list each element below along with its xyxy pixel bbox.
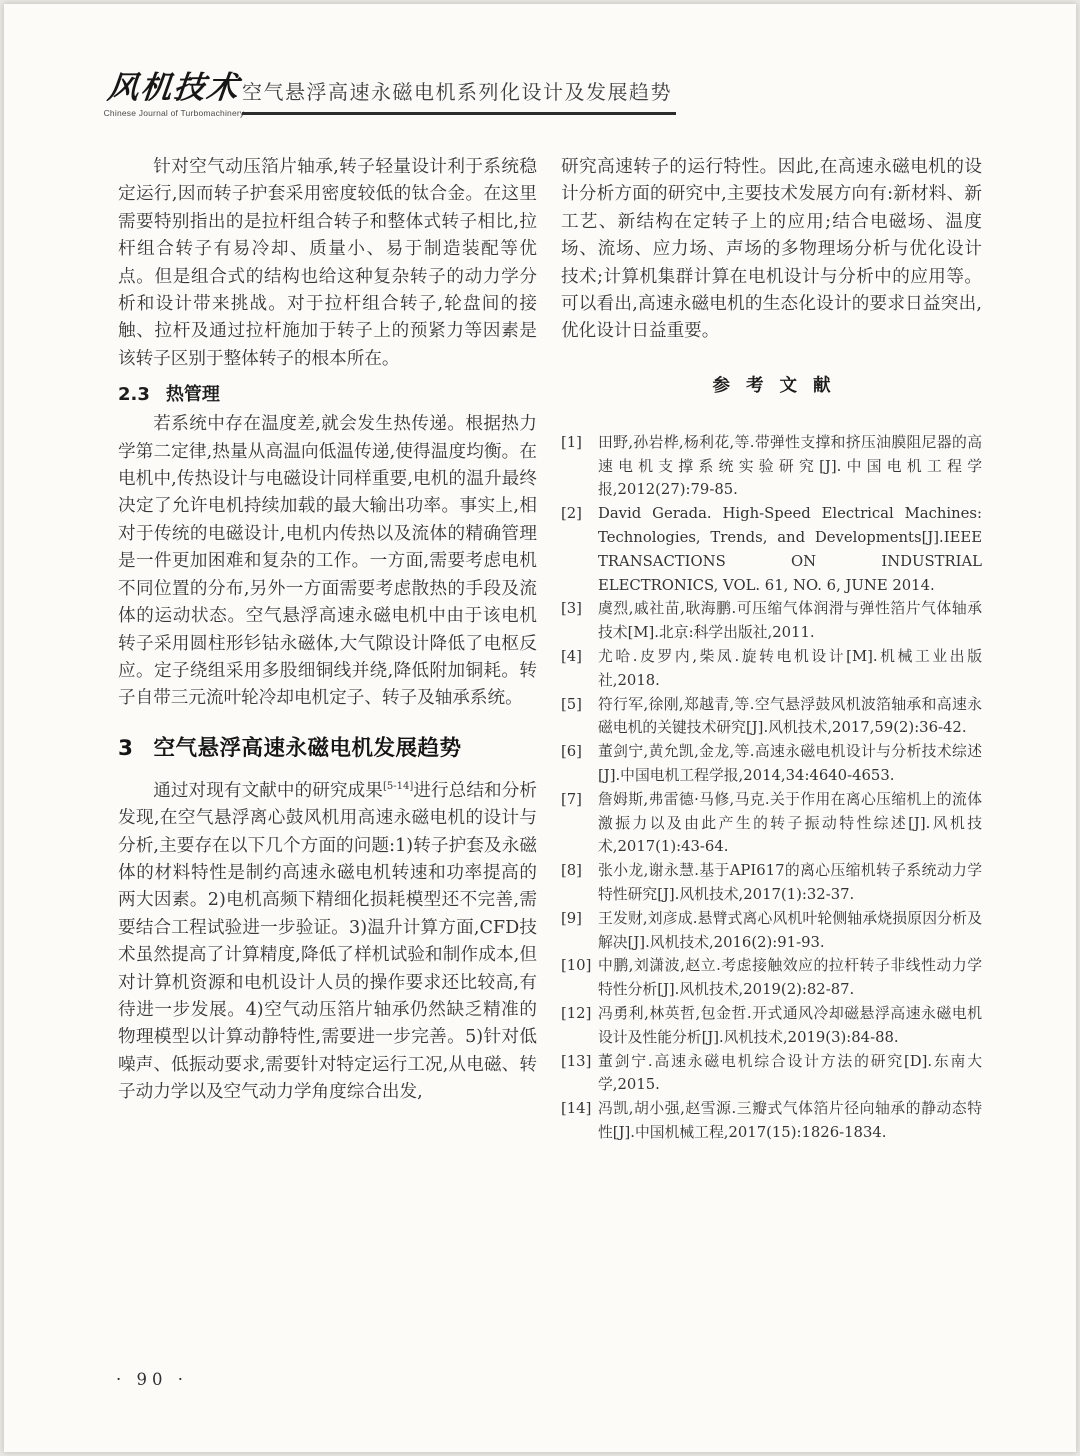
paragraph-text: 进行总结和分析发现,在空气悬浮离心鼓风机用高速永磁电机的设计与分析,主要存在以下几个方面的问题:1)转子护套及永磁体的材料特性是制约高速永磁电机转速和功率提高的两大因素。2)电机高频下精细化损耗模型还不完善,需要结合工程试验进一步验证。3)温升计算方面,CFD技术虽然提高了计算精度,降低了样机试验和制作成本,但对计算机资源和电机设计人员的操作要求还比较高,有待进一步发展。4)空气动压箔片轴承仍然缺乏精准的物理模型以计算动静特性,需要进一步完善。5)针对低噪声、低振动要求,需要针对特定运行工况,从电磁、转子动力学以及空气动力学角度综合出发, [118,780,537,1103]
reference-label: [2] [561,505,582,523]
reference-label: [7] [561,790,582,808]
reference-item [561,1050,982,1098]
reference-item [561,1097,982,1145]
section-2-3-title: 热管理 [165,384,220,406]
section-3-heading [118,731,537,762]
journal-logo-name: 风机技术 [105,70,242,106]
reference-text: 冯凯,胡小强,赵雪源.三瓣式气体箔片径向轴承的静动态特性[J].中国机械工程,2017(15):1826-1834. [598,1100,982,1141]
reference-label: [14] [561,1100,592,1118]
reference-text: 田野,孙岩桦,杨利花,等.带弹性支撑和挤压油膜阻尼器的高速电机支撑系统实验研究[J].中国电机工程学报,2012(27):79-85. [598,433,982,499]
reference-item [561,597,982,645]
reference-item [561,907,982,955]
left-column [118,154,537,1107]
scanned-journal-page [4,4,1076,1452]
reference-label: [13] [561,1052,592,1070]
reference-text: 冯勇利,林英哲,包金哲.开式通风冷却磁悬浮高速永磁电机设计及性能分析[J].风机技术,2019(3):84-88. [598,1004,982,1046]
reference-item [561,502,982,597]
paragraph-rotor-design: 针对空气动压箔片轴承,转子轻量设计利于系统稳定运行,因而转子护套采用密度较低的钛合金。在这里需要特别指出的是拉杆组合转子和整体式转子相比,拉杆组合转子有易冷却、质量小、易于制造装配等优点。但是组合式的结构也给这种复杂转子的动力学分析和设计带来挑战。对于拉杆组合转子,轮盘间的接触、拉杆及通过拉杆施加于转子上的预紧力等因素是该转子区别于整体转子的根本所在。 [118,157,537,369]
journal-logo [99,62,249,118]
reference-text: 董剑宁,黄允凯,金龙,等.高速永磁电机设计与分析技术综述[J].中国电机工程学报,2014,34:4640-4653. [598,743,982,784]
reference-text: 董剑宁.高速永磁电机综合设计方法的研究[D].东南大学,2015. [598,1052,982,1094]
right-column [561,154,982,1145]
reference-label: [12] [561,1004,592,1022]
reference-label: [3] [561,600,582,618]
reference-item [561,645,982,693]
reference-label: [1] [561,433,582,451]
paragraph-text: 通过对现有文献中的研究成果 [153,780,383,801]
references-heading: 参考文献 [712,375,847,396]
reference-item [561,954,982,1002]
reference-text: 詹姆斯,弗雷德·马修,马克.关于作用在离心压缩机上的流体激振力以及由此产生的转子振动特性综述[J].风机技术,2017(1):43-64. [598,790,982,856]
page-number: · 90 · [116,1370,188,1389]
reference-text: 中鹏,刘潇波,赵立.考虑接触效应的拉杆转子非线性动力学特性分析[J].风机技术,2019(2):82-87. [598,957,982,999]
reference-item [561,693,982,741]
journal-logo-subtitle: Chinese Journal of Turbomachinery [103,108,245,118]
section-2-3-number: 2.3 [118,384,150,406]
reference-item [561,859,982,907]
references-list [561,431,982,1145]
reference-text: David Gerada. High-Speed Electrical Machines: Technologies, Trends, and Developments[J].IEEE TRANSACTIONS ON INDUSTRIAL ELECTRONICS, VOL. 61, NO. 6, JUNE 2014. [598,505,982,594]
reference-label: [8] [561,862,582,880]
section-2-3-heading [118,380,537,406]
paragraph-development-trends [118,778,537,1107]
reference-text: 虞烈,戚社苗,耿海鹏.可压缩气体润滑与弹性箔片气体轴承技术[M].北京:科学出版社,2011. [598,600,982,642]
reference-label: [5] [561,695,582,713]
paragraph-trends-continued: 研究高速转子的运行特性。因此,在高速永磁电机的设计分析方面的研究中,主要技术发展方向有:新材料、新工艺、新结构在定转子上的应用;结合电磁场、温度场、流场、应力场、声场的多物理场分析与优化设计技术;计算机集群计算在电机设计与分析中的应用等。可以看出,高速永磁电机的生态化设计的要求日益突出,优化设计日益重要。 [561,157,982,342]
running-title: 空气悬浮高速永磁电机系列化设计及发展趋势 [242,76,676,115]
section-3-title: 空气悬浮高速永磁电机发展趋势 [153,735,462,761]
reference-label: [9] [561,909,582,927]
reference-item [561,431,982,502]
reference-item [561,788,982,859]
reference-label: [4] [561,648,582,666]
reference-item [561,1002,982,1050]
section-3-number: 3 [118,735,134,761]
paragraph-thermal-management: 若系统中存在温度差,就会发生热传递。根据热力学第二定律,热量从高温向低温传递,使得温度均衡。在电机中,传热设计与电磁设计同样重要,电机的温升最终决定了允许电机持续加载的最大输出功率。事实上,相对于传统的电磁设计,电机内传热以及流体的精确管理是一件更加困难和复杂的工作。一方面,需要考虑电机不同位置的分布,另外一方面需要考虑散热的手段及流体的运动状态。空气悬浮高速永磁电机中由于该电机转子采用圆柱形钐钴永磁体,大气隙设计降低了电枢反应。定子绕组采用多股细铜线并绕,降低附加铜耗。转子自带三元流叶轮冷却电机定子、转子及轴承系统。 [118,414,538,709]
citation-superscript: [5-14] [382,780,414,792]
reference-text: 符行军,徐刚,郑越青,等.空气悬浮鼓风机波箔轴承和高速永磁电机的关键技术研究[J].风机技术,2017,59(2):36-42. [598,695,982,737]
reference-text: 王发财,刘彦成.悬臂式离心风机叶轮侧轴承烧损原因分析及解决[J].风机技术,2016(2):91-93. [598,909,982,951]
reference-label: [6] [561,743,582,761]
reference-text: 尤哈.皮罗内,柴凤.旋转电机设计[M].机械工业出版社,2018. [598,648,982,689]
reference-label: [10] [561,957,592,975]
reference-item [561,740,982,788]
reference-text: 张小龙,谢永慧.基于API617的离心压缩机转子系统动力学特性研究[J].风机技术,2017(1):32-37. [598,862,982,903]
